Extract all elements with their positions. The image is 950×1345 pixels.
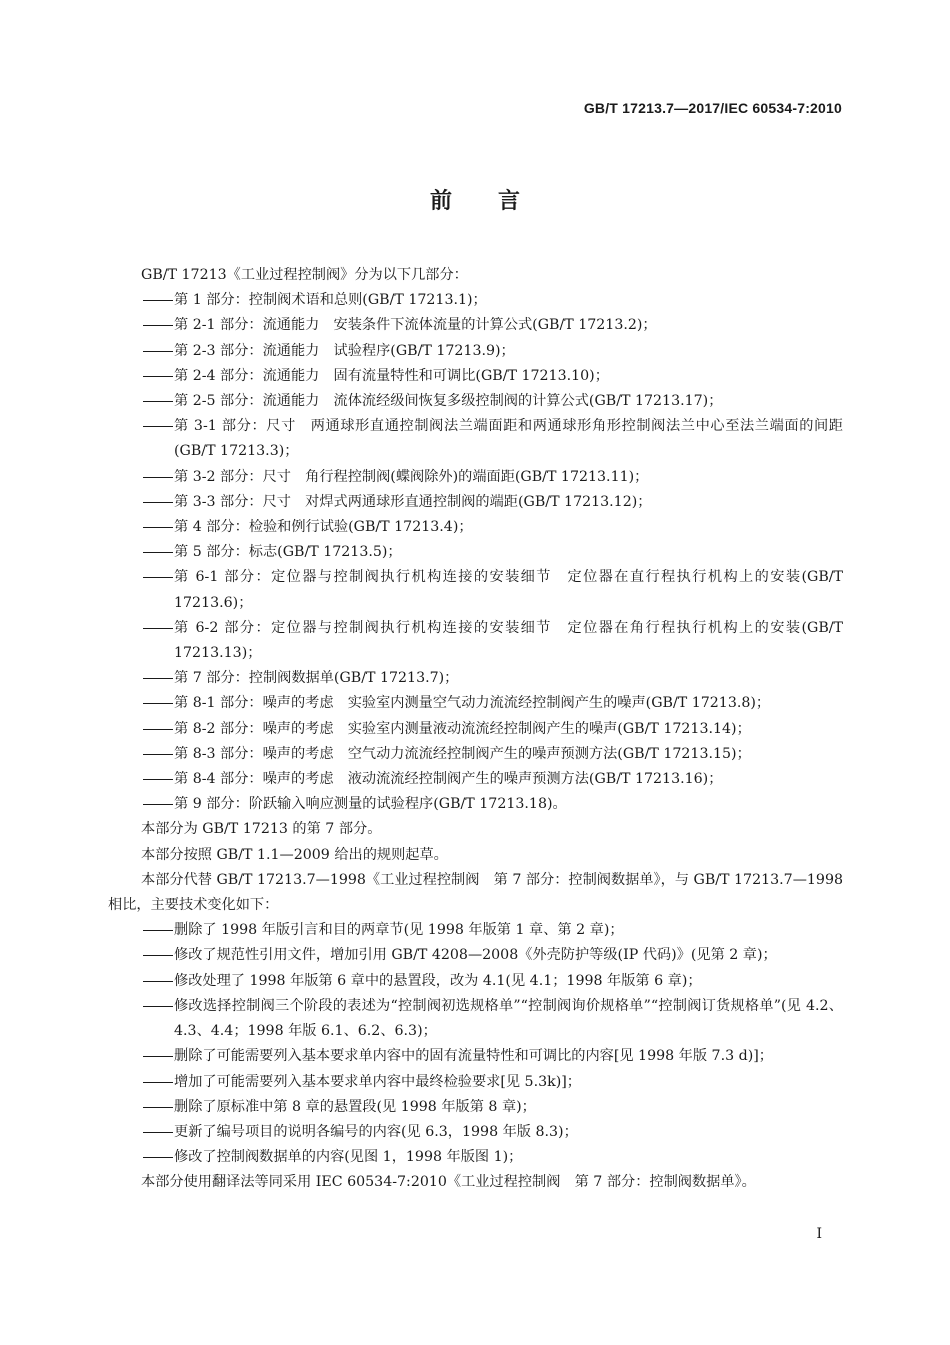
list-item-text: 第 8-2 部分：噪声的考虑 实验室内测量液动流流经控制阀产生的噪声(GB/T 17213.14)；	[174, 720, 751, 737]
em-dash	[142, 364, 174, 389]
em-dash	[142, 717, 174, 742]
list-item-text: 第 9 部分：阶跃输入响应测量的试验程序(GB/T 17213.18)。	[174, 796, 567, 813]
list-item	[108, 792, 843, 817]
em-dash	[142, 767, 174, 792]
em-dash	[142, 994, 174, 1019]
em-dash	[142, 490, 174, 515]
list-item-text: 第 7 部分：控制阀数据单(GB/T 17213.7)；	[174, 670, 459, 687]
em-dash	[142, 288, 174, 313]
list-item-text: 第 8-1 部分：噪声的考虑 实验室内测量空气动力流流经控制阀产生的噪声(GB/T 17213.8)；	[174, 695, 771, 712]
list-item-text: 修改了规范性引用文件，增加引用 GB/T 4208—2008《外壳防护等级(IP 代码)》(见第 2 章)；	[174, 947, 777, 964]
list-item-text: 删除了 1998 年版引言和目的两章节(见 1998 年版第 1 章、第 2 章)；	[174, 922, 624, 939]
list-item-text: 增加了可能需要列入基本要求单内容中最终检验要求[见 5.3k)]；	[174, 1073, 581, 1090]
list-item	[108, 918, 843, 943]
list-item-text: 第 5 部分：标志(GB/T 17213.5)；	[174, 544, 402, 561]
list-item-text: 第 8-3 部分：噪声的考虑 空气动力流流经控制阀产生的噪声预测方法(GB/T 17213.15)；	[174, 745, 751, 762]
parts-list	[108, 288, 843, 817]
list-item	[108, 742, 843, 767]
em-dash	[142, 1120, 174, 1145]
list-item-text: 第 3-3 部分：尺寸 对焊式两通球形直通控制阀的端距(GB/T 17213.12)；	[174, 493, 652, 510]
list-item-text: 删除了可能需要列入基本要求单内容中的固有流量特性和可调比的内容[见 1998 年版 7.3 d)]；	[174, 1048, 773, 1065]
em-dash	[142, 1145, 174, 1170]
page-number: I	[816, 1226, 822, 1242]
list-item-text: 第 2-5 部分：流通能力 流体流经级间恢复多级控制阀的计算公式(GB/T 17213.17)；	[174, 393, 723, 410]
list-item	[108, 1145, 843, 1170]
list-item	[108, 313, 843, 338]
list-item-text: 第 6-2 部分：定位器与控制阀执行机构连接的安装细节 定位器在角行程执行机构上的安装(GB/T 17213.13)；	[174, 619, 843, 662]
list-item	[108, 1120, 843, 1145]
em-dash	[142, 792, 174, 817]
foreword-body	[108, 263, 843, 1196]
em-dash	[142, 1044, 174, 1069]
em-dash	[142, 616, 174, 641]
em-dash	[142, 389, 174, 414]
list-item-text: 第 2-1 部分：流通能力 安装条件下流体流量的计算公式(GB/T 17213.2)；	[174, 317, 657, 334]
em-dash	[142, 565, 174, 590]
em-dash	[142, 339, 174, 364]
em-dash	[142, 1095, 174, 1120]
em-dash	[142, 515, 174, 540]
list-item	[108, 288, 843, 313]
list-item-text: 更新了编号项目的说明各编号的内容(见 6.3，1998 年版 8.3)；	[174, 1123, 578, 1140]
list-item-text: 修改选择控制阀三个阶段的表述为“控制阀初选规格单”“控制阀询价规格单”“控制阀订货规格单”(见 4.2、4.3、4.4；1998 年版 6.1、6.2、6.3)；	[174, 997, 843, 1040]
list-item	[108, 666, 843, 691]
rules-paragraph: 本部分按照 GB/T 1.1—2009 给出的规则起草。	[141, 846, 448, 863]
list-item	[108, 565, 843, 615]
part-paragraph: 本部分为 GB/T 17213 的第 7 部分。	[141, 821, 382, 838]
em-dash	[142, 666, 174, 691]
adopt-paragraph: 本部分使用翻译法等同采用 IEC 60534-7:2010《工业过程控制阀 第 7 部分：控制阀数据单》。	[141, 1174, 756, 1191]
list-item-text: 第 4 部分：检验和例行试验(GB/T 17213.4)；	[174, 519, 473, 536]
list-item-text: 第 2-3 部分：流通能力 试验程序(GB/T 17213.9)；	[174, 342, 515, 359]
list-item-text: 修改了控制阀数据单的内容(见图 1，1998 年版图 1)；	[174, 1149, 523, 1166]
list-item	[108, 717, 843, 742]
list-item	[108, 969, 843, 994]
em-dash	[142, 691, 174, 716]
changes-list	[108, 918, 843, 1170]
intro-paragraph: GB/T 17213《工业过程控制阀》分为以下几部分：	[141, 267, 468, 283]
list-item	[108, 389, 843, 414]
list-item	[108, 490, 843, 515]
list-item-text: 第 8-4 部分：噪声的考虑 液动流流经控制阀产生的噪声预测方法(GB/T 17213.16)；	[174, 771, 723, 788]
list-item	[108, 994, 843, 1044]
list-item-text: 第 6-1 部分：定位器与控制阀执行机构连接的安装细节 定位器在直行程执行机构上的安装(GB/T 17213.6)；	[174, 569, 843, 611]
em-dash	[142, 918, 174, 943]
em-dash	[142, 540, 174, 565]
list-item	[108, 1070, 843, 1095]
list-item-text: 第 1 部分：控制阀术语和总则(GB/T 17213.1)；	[174, 292, 487, 309]
list-item-text: 修改处理了 1998 年版第 6 章中的悬置段，改为 4.1(见 4.1；1998 年版第 6 章)；	[174, 972, 702, 989]
list-item	[108, 1044, 843, 1069]
list-item	[108, 515, 843, 540]
em-dash	[142, 943, 174, 968]
list-item	[108, 616, 843, 666]
em-dash	[142, 414, 174, 439]
list-item	[108, 364, 843, 389]
list-item	[108, 465, 843, 490]
list-item	[108, 1095, 843, 1120]
list-item-text: 第 2-4 部分：流通能力 固有流量特性和可调比(GB/T 17213.10)；	[174, 367, 609, 384]
list-item	[108, 414, 843, 464]
replace-paragraph: 本部分代替 GB/T 17213.7—1998《工业过程控制阀 第 7 部分：控制阀数据单》，与 GB/T 17213.7—1998 相比，主要技术变化如下：	[108, 871, 843, 914]
list-item	[108, 767, 843, 792]
em-dash	[142, 1070, 174, 1095]
list-item	[108, 943, 843, 968]
list-item-text: 删除了原标准中第 8 章的悬置段(见 1998 年版第 8 章)；	[174, 1098, 536, 1115]
list-item	[108, 339, 843, 364]
page-title: 前言	[429, 189, 566, 214]
list-item-text: 第 3-1 部分：尺寸 两通球形直通控制阀法兰端面距和两通球形角形控制阀法兰中心至法兰端面的间距(GB/T 17213.3)；	[174, 418, 843, 460]
list-item	[108, 540, 843, 565]
em-dash	[142, 969, 174, 994]
em-dash	[142, 742, 174, 767]
em-dash	[142, 313, 174, 338]
list-item	[108, 691, 843, 716]
em-dash	[142, 465, 174, 490]
list-item-text: 第 3-2 部分：尺寸 角行程控制阀(蝶阀除外)的端面距(GB/T 17213.11)；	[174, 468, 649, 485]
standard-number-header: GB/T 17213.7—2017/IEC 60534-7:2010	[583, 100, 842, 116]
